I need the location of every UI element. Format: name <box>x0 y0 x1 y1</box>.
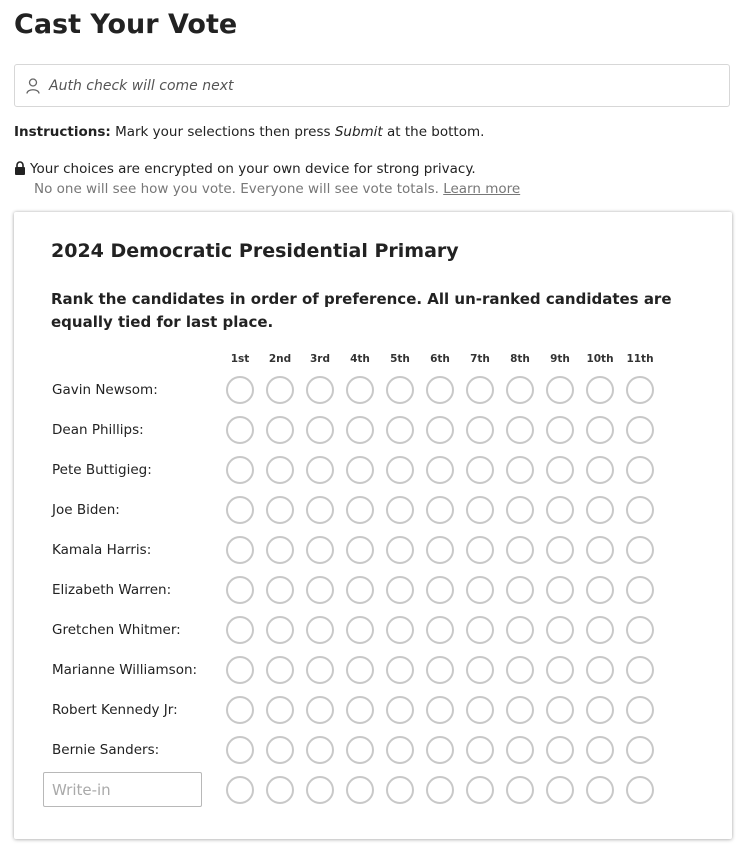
page-title: Cast Your Vote <box>14 9 238 40</box>
rank-radio[interactable] <box>226 656 254 684</box>
rank-radio[interactable] <box>466 616 494 644</box>
rank-radio[interactable] <box>586 736 614 764</box>
rank-radio[interactable] <box>266 376 294 404</box>
write-in-input[interactable] <box>43 772 202 807</box>
candidate-name: Dean Phillips: <box>52 422 144 438</box>
rank-radio[interactable] <box>506 736 534 764</box>
rank-radio[interactable] <box>546 776 574 804</box>
rank-radio[interactable] <box>506 776 534 804</box>
instructions-label: Instructions: <box>14 124 111 140</box>
rank-radio[interactable] <box>626 416 654 444</box>
rank-radio[interactable] <box>466 456 494 484</box>
rank-radio[interactable] <box>226 416 254 444</box>
candidate-row <box>14 454 732 494</box>
rank-header: 4th <box>350 353 370 365</box>
rank-radio[interactable] <box>306 656 334 684</box>
candidate-name: Kamala Harris: <box>52 542 152 558</box>
candidate-row <box>14 534 732 574</box>
race-instructions: Rank the candidates in order of preference. All un-ranked candidates are equally tied for last place. <box>51 290 672 331</box>
candidate-name: Robert Kennedy Jr: <box>52 702 178 718</box>
rank-radio[interactable] <box>266 456 294 484</box>
auth-check-box <box>14 64 730 107</box>
candidate-name: Pete Buttigieg: <box>52 462 152 478</box>
learn-more-link[interactable]: Learn more <box>443 181 521 197</box>
rank-header: 2nd <box>268 353 292 365</box>
rank-radio[interactable] <box>306 696 334 724</box>
rank-radio[interactable] <box>346 696 374 724</box>
rank-radio[interactable] <box>546 696 574 724</box>
rank-radio[interactable] <box>266 736 294 764</box>
rank-radio[interactable] <box>426 656 454 684</box>
candidate-row <box>14 574 732 614</box>
candidate-name: Gretchen Whitmer: <box>52 622 181 638</box>
rank-radio[interactable] <box>586 696 614 724</box>
rank-radio[interactable] <box>266 616 294 644</box>
rank-radio[interactable] <box>466 696 494 724</box>
rank-radio[interactable] <box>306 736 334 764</box>
rank-radio[interactable] <box>506 376 534 404</box>
candidate-row <box>14 734 732 774</box>
rank-header: 1st <box>230 353 250 365</box>
write-in-row <box>14 774 732 814</box>
rank-radio[interactable] <box>466 736 494 764</box>
rank-radio[interactable] <box>346 376 374 404</box>
rank-radio[interactable] <box>466 416 494 444</box>
rank-radio[interactable] <box>346 776 374 804</box>
instructions-submit-word: Submit <box>334 124 383 140</box>
rank-radio[interactable] <box>626 616 654 644</box>
rank-radio[interactable] <box>426 576 454 604</box>
auth-placeholder-text: Auth check will come next <box>49 77 234 94</box>
rank-radio[interactable] <box>426 736 454 764</box>
instructions-text-before: Mark your selections then press <box>110 124 335 140</box>
rank-radio[interactable] <box>386 536 414 564</box>
rank-radio[interactable] <box>346 416 374 444</box>
rank-radio[interactable] <box>586 616 614 644</box>
privacy-line-1: Your choices are encrypted on your own device for strong privacy. <box>30 161 476 177</box>
rank-radio[interactable] <box>306 416 334 444</box>
rank-radio[interactable] <box>466 576 494 604</box>
rank-radio[interactable] <box>586 576 614 604</box>
instructions-text-after: at the bottom. <box>382 124 485 140</box>
rank-radio[interactable] <box>626 736 654 764</box>
rank-radio[interactable] <box>266 536 294 564</box>
rank-radio[interactable] <box>346 456 374 484</box>
rank-header-row <box>14 353 732 367</box>
user-icon <box>26 78 40 94</box>
rank-radio[interactable] <box>626 656 654 684</box>
rank-radio[interactable] <box>426 456 454 484</box>
rank-radio[interactable] <box>386 656 414 684</box>
rank-radio[interactable] <box>546 456 574 484</box>
rank-radio[interactable] <box>226 496 254 524</box>
privacy-notice <box>14 159 520 199</box>
privacy-line-2: No one will see how you vote. Everyone will see vote totals. <box>34 181 444 197</box>
rank-radio[interactable] <box>466 536 494 564</box>
rank-radio[interactable] <box>426 416 454 444</box>
rank-radio[interactable] <box>226 376 254 404</box>
rank-radio[interactable] <box>546 536 574 564</box>
candidate-row <box>14 654 732 694</box>
rank-radio[interactable] <box>306 456 334 484</box>
rank-radio[interactable] <box>466 496 494 524</box>
rank-header: 11th <box>626 353 654 365</box>
rank-radio[interactable] <box>626 576 654 604</box>
rank-radio[interactable] <box>386 416 414 444</box>
rank-radio[interactable] <box>386 736 414 764</box>
rank-radio[interactable] <box>506 696 534 724</box>
instructions <box>14 124 484 140</box>
rank-radio[interactable] <box>386 456 414 484</box>
rank-radio[interactable] <box>506 656 534 684</box>
rank-header: 8th <box>510 353 530 365</box>
rank-radio[interactable] <box>546 576 574 604</box>
rank-header: 5th <box>390 353 410 365</box>
rank-radio[interactable] <box>226 456 254 484</box>
rank-radio[interactable] <box>466 776 494 804</box>
candidate-row <box>14 694 732 734</box>
rank-radio[interactable] <box>586 456 614 484</box>
rank-radio[interactable] <box>426 776 454 804</box>
rank-radio[interactable] <box>426 616 454 644</box>
candidate-name: Bernie Sanders: <box>52 742 160 758</box>
rank-radio[interactable] <box>426 376 454 404</box>
rank-radio[interactable] <box>466 376 494 404</box>
ballot-card <box>14 212 732 839</box>
candidate-name: Elizabeth Warren: <box>52 582 172 598</box>
rank-radio[interactable] <box>506 536 534 564</box>
rank-radio[interactable] <box>506 496 534 524</box>
rank-radio[interactable] <box>226 736 254 764</box>
rank-radio[interactable] <box>226 536 254 564</box>
rank-radio[interactable] <box>346 496 374 524</box>
rank-radio[interactable] <box>226 776 254 804</box>
rank-radio[interactable] <box>266 416 294 444</box>
rank-radio[interactable] <box>266 496 294 524</box>
rank-radio[interactable] <box>306 776 334 804</box>
rank-radio[interactable] <box>426 536 454 564</box>
rank-radio[interactable] <box>546 496 574 524</box>
rank-radio[interactable] <box>266 656 294 684</box>
candidate-name: Joe Biden: <box>52 502 120 518</box>
rank-header: 3rd <box>309 353 330 365</box>
rank-radio[interactable] <box>546 656 574 684</box>
rank-radio[interactable] <box>386 576 414 604</box>
candidate-name: Marianne Williamson: <box>52 662 198 678</box>
rank-radio[interactable] <box>266 576 294 604</box>
rank-header: 9th <box>550 353 570 365</box>
rank-header: 10th <box>586 353 614 365</box>
rank-radio[interactable] <box>346 576 374 604</box>
rank-radio[interactable] <box>506 616 534 644</box>
rank-radio[interactable] <box>586 496 614 524</box>
rank-radio[interactable] <box>626 696 654 724</box>
candidate-name: Gavin Newsom: <box>52 382 158 398</box>
rank-radio[interactable] <box>586 656 614 684</box>
rank-radio[interactable] <box>306 616 334 644</box>
rank-radio[interactable] <box>306 376 334 404</box>
rank-radio[interactable] <box>546 616 574 644</box>
rank-radio[interactable] <box>226 576 254 604</box>
rank-header: 6th <box>430 353 450 365</box>
rank-radio[interactable] <box>546 376 574 404</box>
rank-radio[interactable] <box>306 536 334 564</box>
rank-radio[interactable] <box>586 536 614 564</box>
rank-radio[interactable] <box>626 496 654 524</box>
rank-radio[interactable] <box>226 616 254 644</box>
rank-radio[interactable] <box>346 616 374 644</box>
rank-radio[interactable] <box>346 536 374 564</box>
rank-radio[interactable] <box>266 696 294 724</box>
rank-radio[interactable] <box>346 736 374 764</box>
rank-radio[interactable] <box>626 536 654 564</box>
rank-radio[interactable] <box>586 776 614 804</box>
rank-radio[interactable] <box>626 456 654 484</box>
rank-radio[interactable] <box>386 496 414 524</box>
race-title: 2024 Democratic Presidential Primary <box>51 240 459 262</box>
rank-radio[interactable] <box>306 496 334 524</box>
rank-radio[interactable] <box>266 776 294 804</box>
rank-radio[interactable] <box>626 376 654 404</box>
rank-radio[interactable] <box>426 696 454 724</box>
rank-radio[interactable] <box>466 656 494 684</box>
rank-radio[interactable] <box>586 376 614 404</box>
rank-header: 7th <box>470 353 490 365</box>
rank-radio[interactable] <box>586 416 614 444</box>
rank-radio[interactable] <box>626 776 654 804</box>
rank-radio[interactable] <box>346 656 374 684</box>
rank-radio[interactable] <box>386 616 414 644</box>
rank-radio[interactable] <box>506 456 534 484</box>
rank-radio[interactable] <box>386 696 414 724</box>
candidate-row <box>14 614 732 654</box>
candidate-row <box>14 414 732 454</box>
rank-radio[interactable] <box>226 696 254 724</box>
rank-radio[interactable] <box>386 776 414 804</box>
rank-radio[interactable] <box>306 576 334 604</box>
rank-radio[interactable] <box>546 416 574 444</box>
lock-icon <box>14 161 26 175</box>
rank-radio[interactable] <box>426 496 454 524</box>
rank-radio[interactable] <box>546 736 574 764</box>
rank-radio[interactable] <box>506 576 534 604</box>
candidate-row <box>14 494 732 534</box>
rank-radio[interactable] <box>386 376 414 404</box>
rank-radio[interactable] <box>506 416 534 444</box>
candidate-row <box>14 374 732 414</box>
